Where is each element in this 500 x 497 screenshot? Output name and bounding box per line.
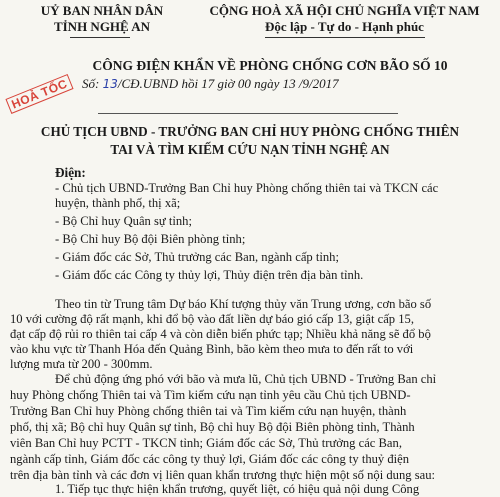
org-name-line2: TỈNH NGHỆ AN <box>53 19 151 34</box>
paragraph-line: Trưởng Ban Chỉ huy Phòng chống thiên tai và Tìm kiếm cứu nạn huyện, thành <box>10 404 407 418</box>
item-1-line: 1. Tiếp tục thực hiện khẩn trương, quyết liệt, có hiệu quả nội dung Công <box>55 482 420 496</box>
paragraph-line: đạt cấp độ rủi ro thiên tai cấp 4 và còn diễn biến phức tạp; Nhiều khả năng sẽ đổ bộ <box>10 327 431 341</box>
document-title: CÔNG ĐIỆN KHẨN VỀ PHÒNG CHỐNG CƠN BÃO SỐ 10 <box>92 58 448 73</box>
paragraph-line: huy Phòng chống Thiên tai và Tìm kiếm cứu nạn tỉnh yêu cầu Chủ tịch UBND- <box>10 388 411 402</box>
recipient-item: - Bộ Chỉ huy Bộ đội Biên phòng tỉnh; <box>55 232 246 246</box>
nation-title: CỘNG HOÀ XÃ HỘI CHỦ NGHĨA VIỆT NAM <box>209 3 480 18</box>
recipient-item: - Giám đốc các Công ty thủy lợi, Thủy điện trên địa bàn tỉnh. <box>55 268 364 282</box>
sender-line1: CHỦ TỊCH UBND - TRƯỞNG BAN CHỈ HUY PHÒNG CHỐNG THIÊN <box>40 124 460 139</box>
paragraph-line: Để chủ động ứng phó với bão và mưa lũ, Chủ tịch UBND - Trưởng Ban chỉ <box>55 372 437 386</box>
recipient-item: - Bộ Chỉ huy Quân sự tỉnh; <box>55 214 192 228</box>
motto-underline <box>265 37 425 38</box>
sender-line2: TAI VÀ TÌM KIẾM CỨU NẠN TỈNH NGHỆ AN <box>110 142 390 157</box>
org-name-line1: UỶ BAN NHÂN DÂN <box>40 3 164 18</box>
ref-time: hồi 17 giờ 00 ngày 13 /9/2017 <box>181 76 339 91</box>
nation-motto: Độc lập - Tự do - Hạnh phúc <box>265 19 424 34</box>
recipient-item: huyện, thành phố, thị xã; <box>55 196 181 210</box>
paragraph-line: phố, thị xã; Bộ chỉ huy Quân sự tỉnh, Bộ chỉ huy Bộ đội Biên phòng tỉnh, Thành <box>10 420 415 434</box>
paragraph-line: Theo tin từ Trung tâm Dự báo Khí tượng thủy văn Trung ương, cơn bão số <box>55 297 432 311</box>
paragraph-line: viên Ban Chỉ huy PCTT - TKCN tỉnh; Giám đốc các Sở, Thủ trưởng các Ban, <box>10 436 402 450</box>
ref-so-label: Số: <box>82 76 100 91</box>
paragraph-line: 10 với cường độ rất mạnh, khi đổ bộ vào đất liền dự báo gió cấp 13, giật cấp 15, <box>10 312 414 326</box>
recipient-item: - Giám đốc các Sở, Thủ trưởng các Ban, ngành cấp tỉnh; <box>55 250 339 264</box>
paragraph-line: lượng mưa từ 200 - 300mm. <box>10 357 153 371</box>
org-underline <box>70 37 130 38</box>
ref-so-suffix: /CĐ.UBND <box>117 76 179 91</box>
paragraph-line: trên địa bàn tỉnh và các đơn vị liên quan khẩn trương thực hiện một số nội dung sau: <box>10 468 435 482</box>
reference-line <box>82 76 339 92</box>
ref-so-number: 13 <box>102 77 118 91</box>
title-underline <box>98 113 398 114</box>
recipients-label: Điện: <box>55 165 86 180</box>
recipient-item: - Chủ tịch UBND-Trưởng Ban Chỉ huy Phòng chống thiên tai và TKCN các <box>55 181 439 195</box>
paragraph-line: ngành cấp tỉnh, Giám đốc các công ty thuỷ lợi, Giám đốc các công ty thuỷ điện <box>10 452 410 466</box>
paragraph-line: vào khu vực từ Thanh Hóa đến Quảng Bình, bão kèm theo mưa to đến rất to với <box>10 342 414 356</box>
urgent-stamp: HOẢ TỐC <box>5 74 73 114</box>
